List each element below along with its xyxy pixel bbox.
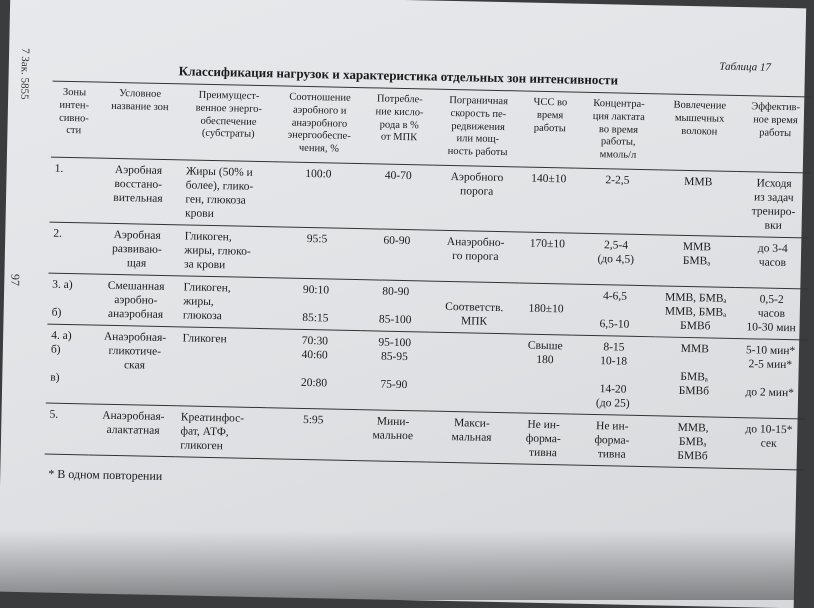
heart-rate-cell: 180±10 — [528, 289, 564, 316]
zone-cell: 2. — [53, 227, 63, 240]
table-label: Таблица 17 — [719, 60, 772, 74]
speed-cell: Соответств. МПК — [445, 287, 504, 328]
intensity-zones-table — [45, 81, 813, 471]
lactate-cell: Не ин- форма- тивна — [594, 420, 630, 461]
header-cell: Зоны интен- сивно- сти — [51, 81, 97, 158]
header-cell: Соотношение аэробного и анаэробного энергообеспе- чения, % — [273, 86, 366, 164]
oxygen-cell: 80-90 85-100 — [378, 285, 412, 327]
header-cell: Эффектив- ное время работы — [738, 96, 812, 173]
fibers-cell: ММВ БМВₐ БМВб — [678, 342, 710, 398]
ratio-cell: 95:5 — [306, 233, 328, 246]
zone-cell: 4. а) б) в) — [50, 329, 72, 385]
zone-name-cell: Анаэробная- алактатная — [102, 409, 165, 438]
lactate-cell: 2-2,5 — [605, 174, 630, 187]
header-cell: ЧСС во время работы — [522, 91, 578, 168]
oxygen-cell: 60-90 — [383, 234, 411, 248]
substrate-cell: Креатинфос- фат, АТФ, гликоген — [180, 411, 245, 453]
header-cell: Условное название зон — [95, 82, 183, 160]
ratio-cell: 5:95 — [302, 414, 324, 427]
time-cell: до 3-4 часов — [757, 242, 788, 270]
oxygen-cell: 95-100 85-95 75-90 — [378, 336, 412, 392]
substrate-cell: Гликоген — [182, 332, 227, 346]
zone-name-cell: Анаэробная- гликотиче- ская — [103, 330, 167, 372]
oxygen-cell: Мини- мальное — [372, 415, 414, 443]
time-cell: Исходя из задач трениро- вки — [751, 177, 796, 232]
lactate-cell: 2,5-4 (до 4,5) — [597, 239, 635, 266]
header-cell: Преимущест- венное энерго- обеспечение (субстраты) — [182, 84, 275, 162]
zone-cell: 1. — [54, 162, 64, 175]
fibers-cell: ММВ, БМВₐ ММВ, БМВₐ БМВб — [664, 291, 727, 333]
time-cell: 5-10 мин* 2-5 мин* до 2 мин* — [745, 344, 796, 400]
table-title: Классификация нагрузок и характеристика отдельных зон интенсивности — [178, 63, 619, 88]
heart-rate-cell: 140±10 — [531, 172, 567, 186]
zone-cell: 3. а) б) — [51, 278, 73, 319]
header-cell: Концентра- ция лактата во время работы, ммоль/л — [576, 92, 660, 170]
substrate-cell: Жиры (50% и более), глико- ген, глюкоза крови — [184, 165, 254, 221]
lactate-cell: 8-15 10-18 14-20 (до 25) — [595, 341, 630, 410]
zone-name-cell: Смешанная аэробно- анаэробная — [107, 279, 165, 322]
page-number: 97 — [8, 273, 23, 287]
substrate-cell: Гликоген, жиры, глюко- за крови — [183, 230, 251, 272]
footnote: * В одном повторении — [48, 466, 163, 484]
heart-rate-cell: Свыше 180 — [527, 339, 563, 367]
zone-name-cell: Аэробная развиваю- щая — [111, 228, 162, 270]
oxygen-cell: 40-70 — [384, 169, 412, 183]
time-cell: 0,5-2 часов 10-30 мин — [746, 293, 796, 335]
speed-cell: Анаэробно- го порога — [446, 235, 505, 264]
heart-rate-cell: Не ин- форма- тивна — [525, 418, 561, 460]
fibers-cell: ММВ БМВₐ — [682, 240, 712, 268]
lactate-cell: 4-6,5 6,5-10 — [599, 290, 630, 331]
margin-note: 7 Зак. 5855 — [18, 47, 32, 100]
header-cell: Пограничная скорость пе- редвижения или мощ- ность работы — [433, 89, 523, 167]
fibers-cell: ММВ — [684, 175, 713, 189]
header-cell: Вовлечение мышечных волокон — [659, 94, 739, 172]
ratio-cell: 70:30 40:60 20:80 — [300, 335, 329, 390]
speed-cell: Аэробного порога — [450, 170, 504, 198]
heart-rate-cell: 170±10 — [529, 237, 566, 251]
speed-cell: Макси- мальная — [451, 417, 492, 445]
speed-cell — [431, 337, 516, 339]
ratio-cell: 100:0 — [305, 167, 332, 181]
time-cell: до 10-15* сек — [745, 423, 793, 451]
fibers-cell: ММВ, БМВₐ БМВб — [677, 422, 709, 463]
header-cell: Потребле- ние кисло- рода в % от МПК — [364, 88, 434, 165]
ratio-cell: 90:10 85:15 — [302, 284, 330, 325]
zone-cell: 5. — [49, 408, 59, 422]
zone-name-cell: Аэробная восстано- вительная — [113, 163, 163, 205]
substrate-cell: Гликоген, жиры, глюкоза — [182, 281, 231, 323]
